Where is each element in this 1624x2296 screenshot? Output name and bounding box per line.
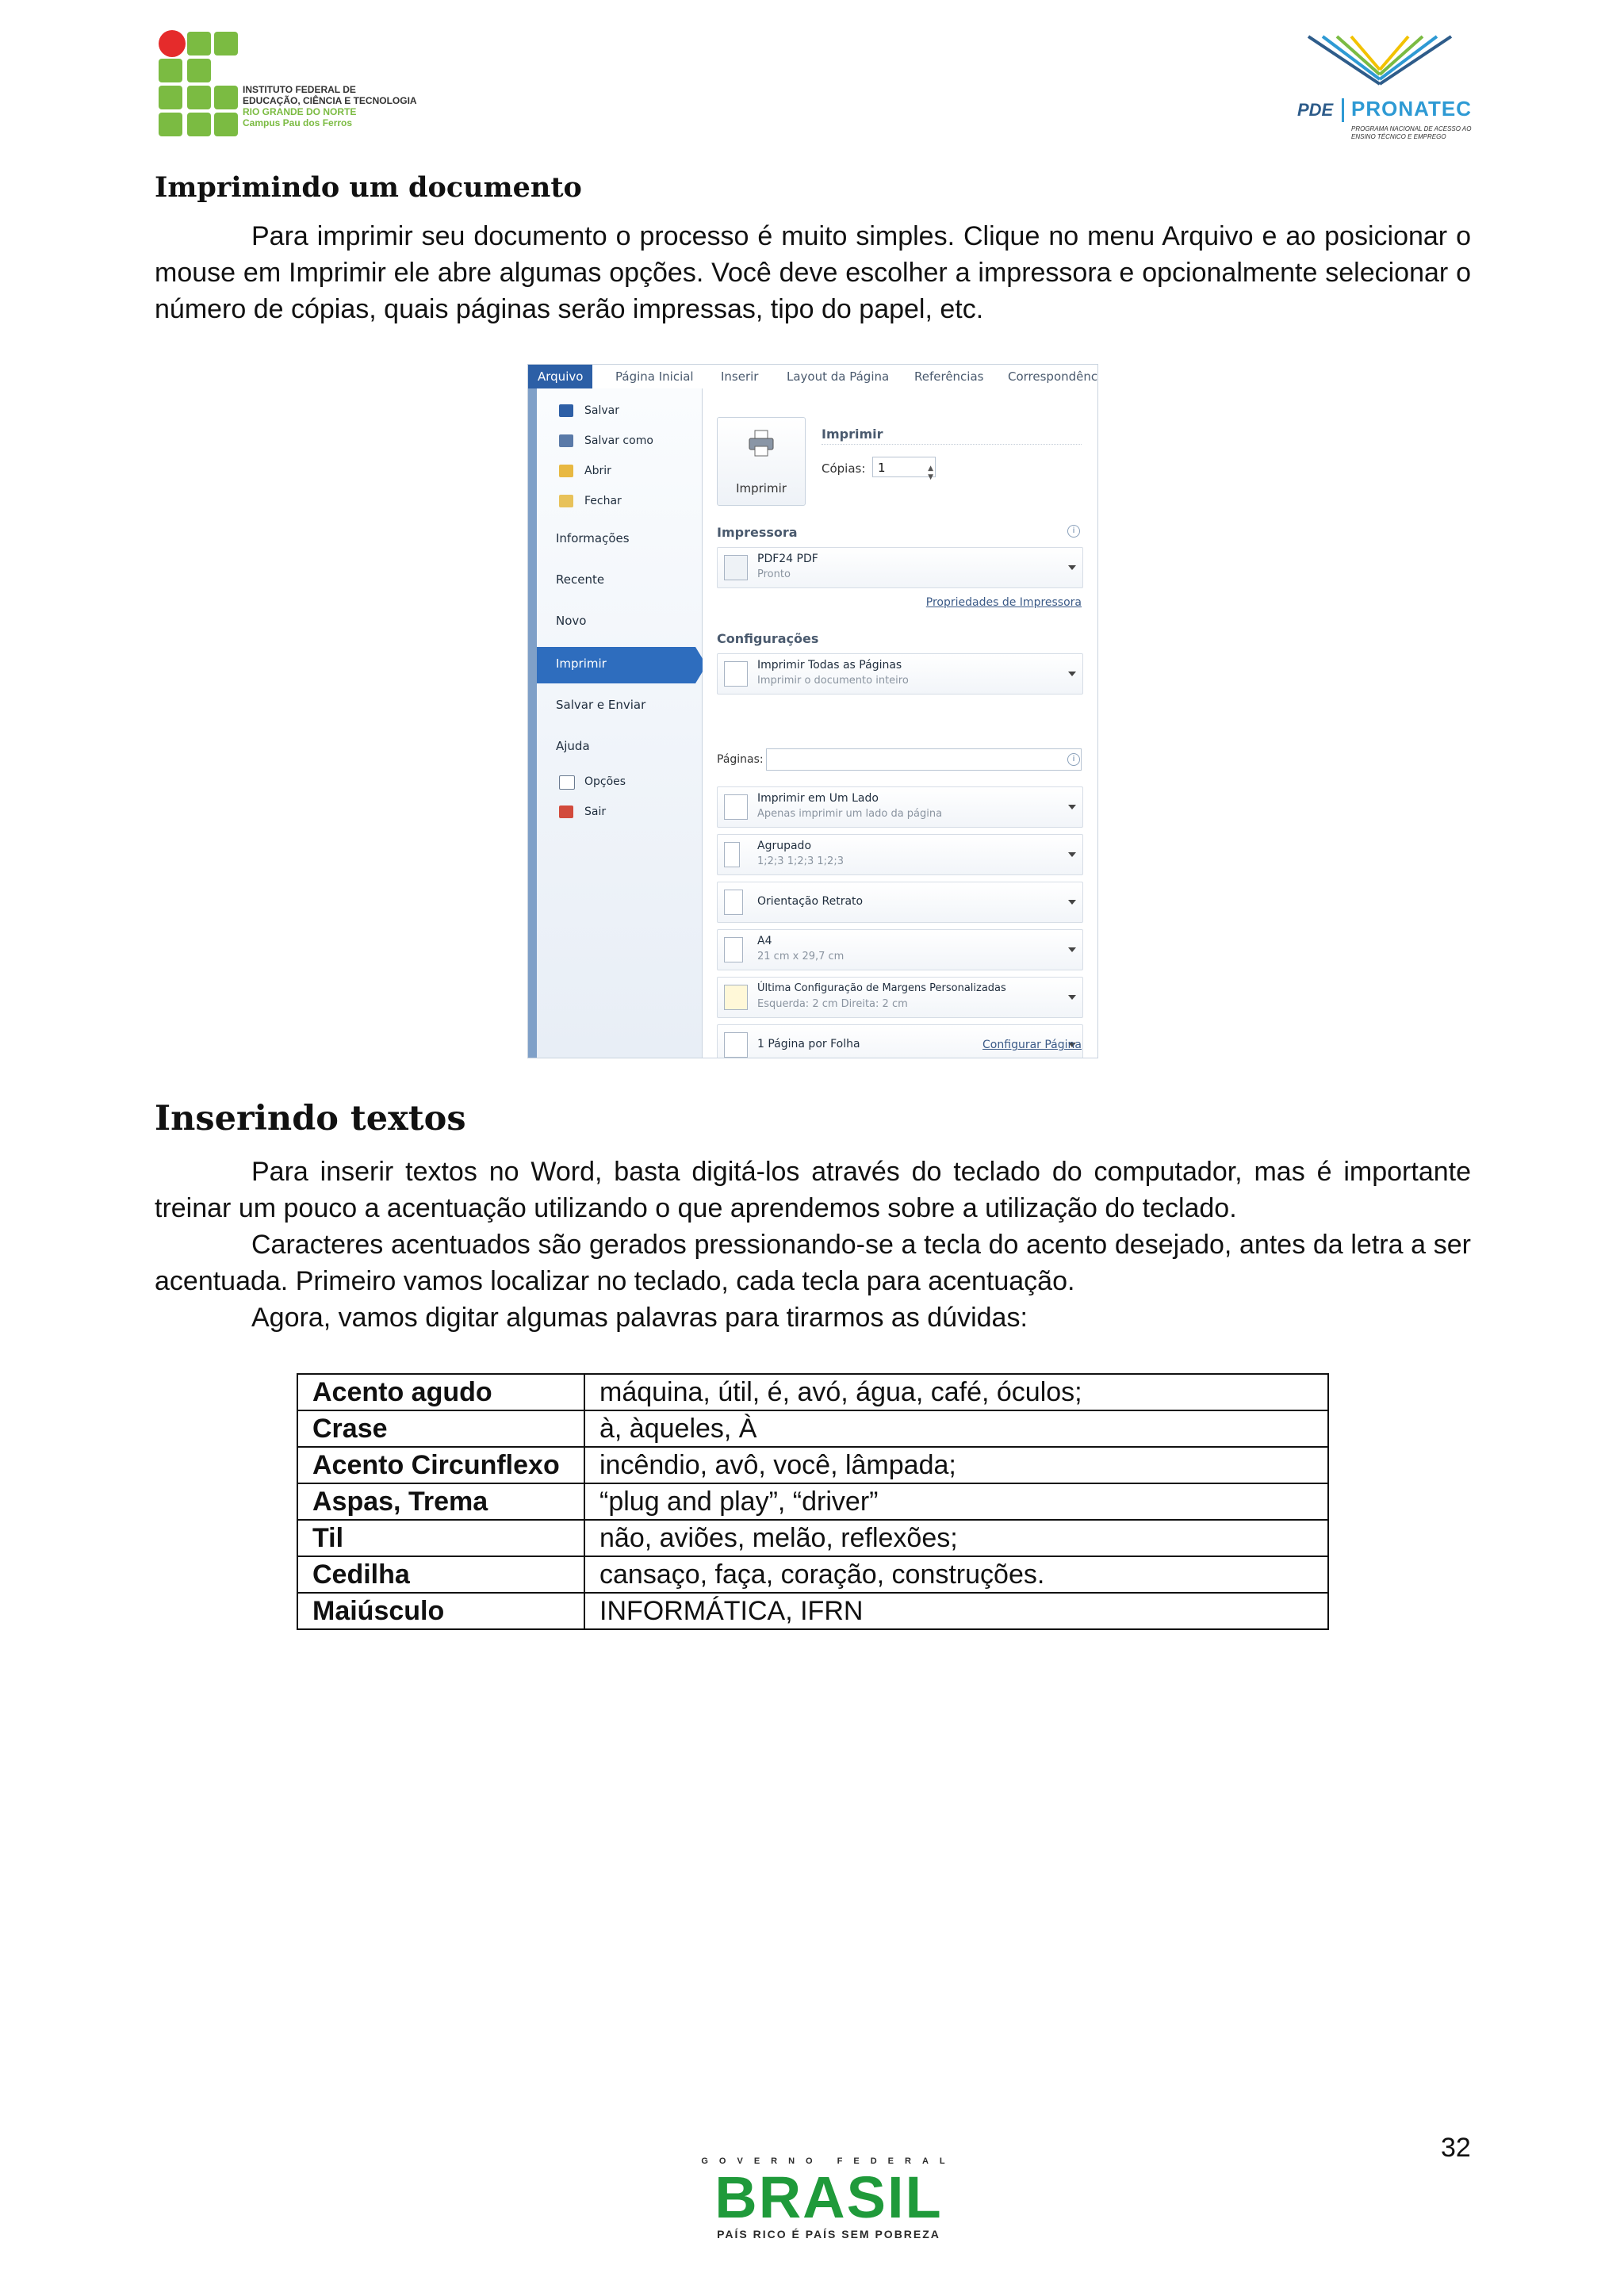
setting-title: Última Configuração de Margens Personalizadas xyxy=(757,982,1006,994)
ifrn-name-line3: RIO GRANDE DO NORTE xyxy=(243,106,357,117)
printer-name: PDF24 PDF xyxy=(757,553,818,565)
backstage-menu xyxy=(537,388,703,1058)
page-number: 32 xyxy=(1441,2133,1471,2163)
tab-layout[interactable]: Layout da Página xyxy=(787,369,890,384)
print-pane xyxy=(703,388,1097,1058)
gov-label: GOVERNO FEDERAL xyxy=(701,2156,956,2166)
section-paragraph-print: Para imprimir seu documento o processo é muito simples. Clique no menu Arquivo e ao posicionar o mouse em Imprimir ele abre algumas opções. Você deve escolher a impressora e opcionalmente selecionar o número de cópias, quais páginas serão impressas, tipo do papel, etc. xyxy=(155,221,1471,324)
slogan: PAÍS RICO É PAÍS SEM POBREZA xyxy=(717,2228,940,2241)
pages-input[interactable] xyxy=(766,748,1082,771)
chevron-down-icon xyxy=(1068,947,1076,952)
setting-subtitle: 1;2;3 1;2;3 1;2;3 xyxy=(757,855,844,867)
pronatec-subtitle: PROGRAMA NACIONAL DE ACESSO AO ENSINO TÉCNICO E EMPREGO xyxy=(1351,125,1472,140)
settings-heading: Configurações xyxy=(717,631,819,646)
accent-name: Maiúsculo xyxy=(297,1593,584,1629)
margins-dropdown[interactable] xyxy=(717,977,1083,1018)
menu-recente[interactable]: Recente xyxy=(556,572,605,587)
governo-federal-logo xyxy=(701,2156,956,2241)
ifrn-name-line2: EDUCAÇÃO, CIÊNCIA E TECNOLOGIA xyxy=(243,95,417,106)
table-row xyxy=(297,1593,1328,1629)
printer-icon xyxy=(747,429,776,457)
collate-icon xyxy=(724,842,740,867)
paper-size-dropdown[interactable] xyxy=(717,929,1083,970)
pronatec-logo xyxy=(1293,29,1491,147)
tab-arquivo[interactable]: Arquivo xyxy=(528,365,592,388)
setting-subtitle: 21 cm x 29,7 cm xyxy=(757,951,845,962)
sides-dropdown[interactable] xyxy=(717,786,1083,828)
setting-subtitle: Esquerda: 2 cm Direita: 2 cm xyxy=(757,998,908,1010)
one-side-icon xyxy=(724,794,748,820)
setting-subtitle: Imprimir o documento inteiro xyxy=(757,675,909,687)
section-title-print: Imprimindo um documento xyxy=(155,171,582,204)
paper-icon xyxy=(724,937,743,962)
exit-icon xyxy=(559,806,573,818)
setting-title: Orientação Retrato xyxy=(757,895,864,908)
chevron-down-icon xyxy=(1068,995,1076,1000)
menu-salvar-enviar[interactable]: Salvar e Enviar xyxy=(556,698,646,712)
print-title: Imprimir xyxy=(822,427,883,442)
accent-table xyxy=(297,1373,1329,1630)
menu-ajuda[interactable]: Ajuda xyxy=(556,739,590,753)
section-paragraph-1: Para inserir textos no Word, basta digitá-los através do teclado do computador, mas é importante treinar um pouco a acentuação utilizando o que aprendemos sobre a utilização do teclado. xyxy=(155,1157,1471,1223)
accent-examples: não, aviões, melão, reflexões; xyxy=(584,1520,1328,1556)
copies-value: 1 xyxy=(878,461,886,475)
portrait-icon xyxy=(724,890,743,915)
printer-dropdown[interactable] xyxy=(717,547,1083,588)
brasil-wordmark: BRASIL xyxy=(714,2164,943,2230)
tab-correspondencias[interactable]: Correspondênc xyxy=(1008,369,1098,384)
pages-icon xyxy=(724,661,748,687)
info-icon[interactable]: i xyxy=(1067,525,1080,538)
save-icon xyxy=(559,404,573,417)
menu-fechar[interactable]: Fechar xyxy=(584,495,622,507)
ifrn-logo xyxy=(159,29,444,147)
sheet-icon xyxy=(724,1032,748,1058)
printer-device-icon xyxy=(724,555,748,580)
accent-name: Til xyxy=(297,1520,584,1556)
menu-abrir[interactable]: Abrir xyxy=(584,465,611,477)
info-icon[interactable]: i xyxy=(1067,753,1080,766)
open-folder-icon xyxy=(559,465,573,477)
pages-range-dropdown[interactable] xyxy=(717,653,1083,695)
pages-label: Páginas: xyxy=(717,753,764,766)
pde-label: PDE xyxy=(1297,100,1334,120)
table-row xyxy=(297,1447,1328,1483)
accent-examples: à, àqueles, À xyxy=(584,1410,1328,1447)
setting-title: A4 xyxy=(757,935,772,947)
setting-title: 1 Página por Folha xyxy=(757,1038,860,1050)
tab-pagina-inicial[interactable]: Página Inicial xyxy=(615,369,694,384)
accent-name: Acento agudo xyxy=(297,1374,584,1410)
accent-examples: incêndio, avô, você, lâmpada; xyxy=(584,1447,1328,1483)
book-icon xyxy=(1300,29,1475,92)
page-setup-link[interactable]: Configurar Página xyxy=(982,1039,1082,1051)
table-row xyxy=(297,1374,1328,1410)
chevron-down-icon xyxy=(1068,900,1076,905)
pronatec-name: PRONATEC xyxy=(1351,97,1472,121)
menu-salvar[interactable]: Salvar xyxy=(584,404,619,417)
section-paragraph-2: Caracteres acentuados são gerados pressionando-se a tecla do acento desejado, antes da letra a ser acentuada. Primeiro vamos localizar no teclado, cada tecla para acentuação. xyxy=(155,1230,1471,1296)
save-as-icon xyxy=(559,434,573,447)
accent-examples: cansaço, faça, coração, construções. xyxy=(584,1556,1328,1593)
chevron-down-icon xyxy=(1068,805,1076,809)
chevron-down-icon xyxy=(1068,852,1076,857)
menu-sair[interactable]: Sair xyxy=(584,806,607,818)
printer-properties-link[interactable]: Propriedades de Impressora xyxy=(925,596,1082,609)
accent-name: Acento Circunflexo xyxy=(297,1447,584,1483)
chevron-down-icon xyxy=(1068,672,1076,676)
margins-star-icon xyxy=(724,985,748,1010)
accent-name: Cedilha xyxy=(297,1556,584,1593)
accent-name: Crase xyxy=(297,1410,584,1447)
table-row xyxy=(297,1483,1328,1520)
table-row xyxy=(297,1520,1328,1556)
setting-title: Imprimir Todas as Páginas xyxy=(757,659,902,672)
setting-subtitle: Apenas imprimir um lado da página xyxy=(757,808,943,820)
print-button-label: Imprimir xyxy=(736,481,787,496)
table-row xyxy=(297,1410,1328,1447)
menu-imprimir[interactable]: Imprimir xyxy=(556,656,607,671)
copies-label: Cópias: xyxy=(822,461,866,476)
menu-informacoes[interactable]: Informações xyxy=(556,531,630,545)
table-row xyxy=(297,1556,1328,1593)
word-print-screenshot xyxy=(527,364,1098,1058)
spin-up-icon[interactable]: ▲ xyxy=(928,465,933,473)
setting-title: Imprimir em Um Lado xyxy=(757,792,879,805)
menu-opcoes[interactable]: Opções xyxy=(584,775,626,788)
orientation-dropdown[interactable] xyxy=(717,882,1083,923)
accent-name: Aspas, Trema xyxy=(297,1483,584,1520)
ifrn-name-line1: INSTITUTO FEDERAL DE xyxy=(243,84,356,95)
options-icon xyxy=(559,775,575,790)
copies-input[interactable] xyxy=(872,457,936,481)
logo-red-dot xyxy=(159,30,186,57)
section-paragraph-3: Agora, vamos digitar algumas palavras para tirarmos as dúvidas: xyxy=(251,1303,1028,1333)
ribbon-tabs xyxy=(528,365,1097,389)
setting-title: Agrupado xyxy=(757,840,812,852)
accent-examples: máquina, útil, é, avó, água, café, óculos; xyxy=(584,1374,1328,1410)
print-button[interactable] xyxy=(717,417,806,506)
ifrn-campus: Campus Pau dos Ferros xyxy=(243,117,353,128)
spin-down-icon[interactable]: ▼ xyxy=(928,473,933,481)
menu-novo[interactable]: Novo xyxy=(556,614,587,628)
tab-referencias[interactable]: Referências xyxy=(914,369,984,384)
menu-salvar-como[interactable]: Salvar como xyxy=(584,434,653,447)
collate-dropdown[interactable] xyxy=(717,834,1083,875)
accent-examples: “plug and play”, “driver” xyxy=(584,1483,1328,1520)
accent-examples: INFORMÁTICA, IFRN xyxy=(584,1593,1328,1629)
chevron-down-icon xyxy=(1068,565,1076,570)
section-title-insert: Inserindo textos xyxy=(155,1099,466,1138)
close-folder-icon xyxy=(559,495,573,507)
tab-inserir[interactable]: Inserir xyxy=(721,369,759,384)
printer-status: Pronto xyxy=(757,568,791,580)
printer-heading: Impressora xyxy=(717,525,798,540)
